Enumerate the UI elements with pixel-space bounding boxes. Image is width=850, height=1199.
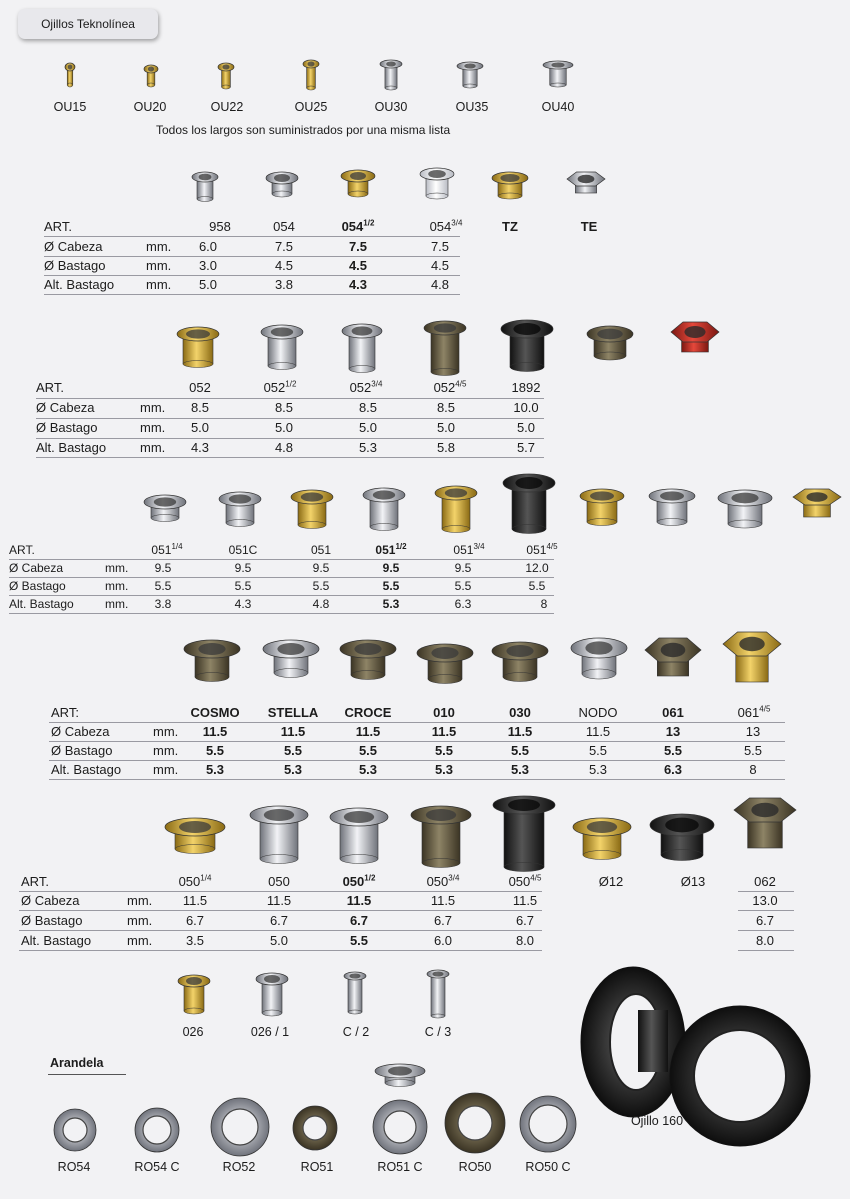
t4-art-061-45: $061^{4/5}$ bbox=[737, 704, 771, 720]
t5-cabeza-mm: mm. bbox=[127, 893, 153, 908]
t5-062-divider-4 bbox=[738, 950, 794, 951]
t3-bastago-mm: mm. bbox=[105, 579, 129, 593]
eyelet-nodo-icon bbox=[571, 638, 627, 679]
t3-cabeza-mm: mm. bbox=[105, 561, 129, 575]
label-ro52: RO52 bbox=[222, 1160, 256, 1174]
t4-bastago-5: 5.5 bbox=[510, 743, 530, 758]
t2-cabeza-label: Ø Cabeza bbox=[36, 400, 95, 415]
t5-alt-3: 5.5 bbox=[349, 933, 369, 948]
t2-bastago-1: 5.0 bbox=[190, 420, 210, 435]
t4-alt-8: 8 bbox=[749, 762, 757, 777]
t5-alt-label: Alt. Bastago bbox=[21, 933, 92, 948]
label-ro54: RO54 bbox=[57, 1160, 91, 1174]
t5-bastago-5: 6.7 bbox=[515, 913, 535, 928]
t3-art-4: $051^{1/2}$ bbox=[375, 542, 407, 557]
t5-bastago-3: 6.7 bbox=[349, 913, 369, 928]
t4-alt-5: 5.3 bbox=[510, 762, 530, 777]
t3-bastago-1: 5.5 bbox=[154, 579, 172, 593]
t4-bastago-label: Ø Bastago bbox=[51, 743, 113, 758]
t3-cabeza-label: Ø Cabeza bbox=[9, 561, 64, 575]
label-c3: C / 3 bbox=[424, 1025, 452, 1039]
t4-alt-1: 5.3 bbox=[205, 762, 225, 777]
t3-alt-1: 3.8 bbox=[154, 597, 172, 611]
eyelet-051-gold-icon bbox=[580, 489, 624, 526]
eyelet-026-1-icon bbox=[256, 973, 288, 1016]
t1-bastago-2: 4.5 bbox=[274, 258, 294, 273]
t3-art-label: ART. bbox=[9, 543, 35, 557]
eyelet-1892-icon bbox=[501, 320, 553, 372]
t3-alt-6: 8 bbox=[540, 597, 548, 611]
t4-bastago-row bbox=[51, 741, 791, 760]
t5-bastago-row bbox=[21, 911, 781, 930]
label-ou22: OU22 bbox=[210, 100, 244, 114]
eyelet-054-34-icon bbox=[420, 168, 454, 199]
t4-bastago-6: 5.5 bbox=[588, 743, 608, 758]
t1-cabeza-label: Ø Cabeza bbox=[44, 239, 103, 254]
t4-cabeza-2: 11.5 bbox=[280, 724, 306, 739]
t3-alt-3: 4.8 bbox=[312, 597, 330, 611]
t2-alt-1: 4.3 bbox=[190, 440, 210, 455]
t5-art-label: ART. bbox=[21, 874, 49, 889]
t1-art-label: ART. bbox=[44, 219, 72, 234]
t1-alt-mm: mm. bbox=[146, 277, 172, 292]
t5-art-2: 050 bbox=[268, 874, 290, 889]
t1-cabeza-1: 6.0 bbox=[198, 239, 218, 254]
t2-art-1: 052 bbox=[189, 380, 211, 395]
t1-cabeza-3: 7.5 bbox=[348, 239, 368, 254]
t4-alt-3: 5.3 bbox=[358, 762, 378, 777]
t4-art-croce: CROCE bbox=[344, 705, 392, 720]
washer-ro51-icon bbox=[293, 1106, 337, 1150]
eyelet-958-icon bbox=[192, 172, 218, 202]
label-ou20: OU20 bbox=[133, 100, 167, 114]
eyelet-050-34-icon bbox=[411, 806, 471, 868]
label-ro51c: RO51 C bbox=[377, 1160, 423, 1174]
t5-art-5: $050^{4/5}$ bbox=[508, 873, 542, 889]
t3-art-row bbox=[9, 541, 569, 560]
ojillo-160-icon bbox=[581, 967, 810, 1146]
t5-cabeza-062: 13.0 bbox=[752, 893, 778, 908]
label-ro54c: RO54 C bbox=[134, 1160, 180, 1174]
t1-art-te: TE bbox=[580, 219, 598, 234]
t4-cabeza-1: 11.5 bbox=[202, 724, 228, 739]
t1-bastago-label: Ø Bastago bbox=[44, 258, 106, 273]
t4-cabeza-mm: mm. bbox=[153, 724, 179, 739]
eyelet-050-14-icon bbox=[165, 818, 225, 854]
t3-bastago-6: 5.5 bbox=[528, 579, 546, 593]
eyelet-ou20-icon bbox=[144, 65, 158, 87]
t4-art-cosmo: COSMO bbox=[190, 705, 240, 720]
t4-cabeza-5: 11.5 bbox=[507, 724, 533, 739]
t5-bastago-062: 6.7 bbox=[755, 913, 775, 928]
t1-alt-row bbox=[44, 275, 464, 294]
t4-art-030: 030 bbox=[509, 705, 531, 720]
eyelet-030-icon bbox=[492, 642, 548, 682]
t1-bastago-mm: mm. bbox=[146, 258, 172, 273]
eyelet-054-12-icon bbox=[341, 170, 375, 197]
t4-alt-4: 5.3 bbox=[434, 762, 454, 777]
t5-art-1: $050^{1/4}$ bbox=[178, 873, 212, 889]
eyelet-051-34-icon bbox=[435, 486, 477, 533]
t2-cabeza-mm: mm. bbox=[140, 400, 166, 415]
t5-art-062: 062 bbox=[754, 874, 776, 889]
t5-cabeza-label: Ø Cabeza bbox=[21, 893, 80, 908]
t2-alt-row bbox=[36, 438, 556, 457]
t2-art-row bbox=[36, 378, 556, 397]
t2-art-3: $052^{3/4}$ bbox=[349, 379, 383, 395]
t4-alt-6: 5.3 bbox=[588, 762, 608, 777]
t5-art-o13: Ø13 bbox=[680, 874, 706, 889]
t2-cabeza-4: 8.5 bbox=[436, 400, 456, 415]
t5-cabeza-1: 11.5 bbox=[182, 893, 208, 908]
t4-cabeza-3: 11.5 bbox=[355, 724, 381, 739]
t2-cabeza-2: 8.5 bbox=[274, 400, 294, 415]
t5-bastago-4: 6.7 bbox=[433, 913, 453, 928]
label-026: 026 bbox=[182, 1025, 204, 1039]
t1-alt-3: 4.3 bbox=[348, 277, 368, 292]
t3-bastago-3: 5.5 bbox=[312, 579, 330, 593]
washer-ro50-icon bbox=[445, 1093, 505, 1153]
t1-cabeza-2: 7.5 bbox=[274, 239, 294, 254]
t4-alt-row bbox=[51, 760, 791, 779]
t3-alt-mm: mm. bbox=[105, 597, 129, 611]
t3-bastago-4: 5.5 bbox=[382, 579, 400, 593]
t4-art-stella: STELLA bbox=[267, 705, 319, 720]
eyelet-051-icon bbox=[291, 490, 333, 529]
t1-alt-2: 3.8 bbox=[274, 277, 294, 292]
eyelet-ou35-icon bbox=[457, 62, 483, 88]
section-tag: Ojillos Teknolínea bbox=[18, 9, 158, 39]
t3-divider-4 bbox=[9, 613, 554, 614]
t5-alt-062: 8.0 bbox=[755, 933, 775, 948]
t5-alt-4: 6.0 bbox=[433, 933, 453, 948]
label-ou15: OU15 bbox=[53, 100, 87, 114]
t3-art-5: $051^{3/4}$ bbox=[453, 542, 485, 557]
eyelet-o12-icon bbox=[573, 818, 631, 860]
washer-ro52-icon bbox=[211, 1098, 269, 1156]
t2-bastago-3: 5.0 bbox=[358, 420, 378, 435]
eyelet-061-icon bbox=[645, 638, 701, 676]
t5-art-o12: Ø12 bbox=[598, 874, 624, 889]
t5-cabeza-4: 11.5 bbox=[430, 893, 456, 908]
t1-cabeza-mm: mm. bbox=[146, 239, 172, 254]
t2-alt-3: 5.3 bbox=[358, 440, 378, 455]
washer-ro54-icon bbox=[54, 1109, 96, 1151]
t2-alt-2: 4.8 bbox=[274, 440, 294, 455]
eyelet-052-34-icon bbox=[342, 324, 382, 373]
eyelet-ou40-icon bbox=[543, 61, 573, 87]
t2-art-2: $052^{1/2}$ bbox=[263, 379, 297, 395]
t4-bastago-8: 5.5 bbox=[743, 743, 763, 758]
label-ou40: OU40 bbox=[541, 100, 575, 114]
eyelet-051-silver-icon bbox=[649, 489, 695, 526]
t4-art-row bbox=[51, 703, 791, 722]
eyelet-061-45-icon bbox=[723, 632, 781, 682]
t1-bastago-row bbox=[44, 256, 464, 275]
t1-art-tz: TZ bbox=[502, 219, 518, 234]
t1-alt-label: Alt. Bastago bbox=[44, 277, 115, 292]
t2-alt-label: Alt. Bastago bbox=[36, 440, 107, 455]
arandela-title: Arandela bbox=[50, 1056, 104, 1070]
t2-alt-4: 5.8 bbox=[436, 440, 456, 455]
t3-art-6: $051^{4/5}$ bbox=[526, 542, 558, 557]
eyelet-te-icon bbox=[567, 172, 605, 193]
t1-art-row bbox=[44, 217, 598, 236]
t4-cabeza-6: 11.5 bbox=[585, 724, 611, 739]
t3-alt-2: 4.3 bbox=[234, 597, 252, 611]
t1-alt-4: 4.8 bbox=[430, 277, 450, 292]
label-ou35: OU35 bbox=[455, 100, 489, 114]
t2-alt-mm: mm. bbox=[140, 440, 166, 455]
arandela-underline bbox=[48, 1074, 126, 1075]
eyelet-052-icon bbox=[177, 327, 219, 368]
eyelet-050-45-icon bbox=[493, 796, 555, 872]
eyelet-croce-icon bbox=[340, 640, 396, 680]
eyelet-051-wide-icon bbox=[718, 490, 772, 528]
t2-cabeza-row bbox=[36, 398, 556, 417]
eyelet-054-icon bbox=[266, 172, 298, 197]
t1-art-054-34: $054^{3/4}$ bbox=[429, 218, 463, 234]
eyelet-c2-icon bbox=[344, 972, 366, 1014]
t4-bastago-4: 5.5 bbox=[434, 743, 454, 758]
t5-art-4: $050^{3/4}$ bbox=[426, 873, 460, 889]
t4-art-nodo: NODO bbox=[578, 705, 618, 720]
t1-alt-1: 5.0 bbox=[198, 277, 218, 292]
t3-bastago-2: 5.5 bbox=[234, 579, 252, 593]
t2-divider-4 bbox=[36, 457, 544, 458]
t5-bastago-1: 6.7 bbox=[185, 913, 205, 928]
eyelet-026-icon bbox=[178, 975, 210, 1014]
t3-bastago-row bbox=[9, 577, 569, 596]
t1-art-054-12: $054^{1/2}$ bbox=[341, 218, 375, 234]
eyelet-knurl-icon bbox=[587, 326, 633, 360]
t1-bastago-4: 4.5 bbox=[430, 258, 450, 273]
t3-alt-4: 5.3 bbox=[382, 597, 400, 611]
eyelet-ou25-icon bbox=[303, 60, 319, 90]
t1-art-958: 958 bbox=[209, 219, 231, 234]
t4-cabeza-label: Ø Cabeza bbox=[51, 724, 110, 739]
eyelet-cosmo-icon bbox=[184, 640, 240, 682]
washer-ro50c-icon bbox=[520, 1096, 576, 1152]
label-c2: C / 2 bbox=[342, 1025, 370, 1039]
washer-ro51c-top-icon bbox=[375, 1064, 425, 1087]
t1-bastago-3: 4.5 bbox=[348, 258, 368, 273]
t5-bastago-mm: mm. bbox=[127, 913, 153, 928]
t2-bastago-2: 5.0 bbox=[274, 420, 294, 435]
t2-art-5: 1892 bbox=[511, 380, 541, 395]
eyelet-ou30-icon bbox=[380, 60, 402, 90]
t4-divider-4 bbox=[49, 779, 785, 780]
t4-art-061: 061 bbox=[662, 705, 684, 720]
t4-bastago-2: 5.5 bbox=[283, 743, 303, 758]
t5-cabeza-3: 11.5 bbox=[346, 893, 372, 908]
t3-art-1: $051^{1/4}$ bbox=[151, 542, 183, 557]
t2-bastago-mm: mm. bbox=[140, 420, 166, 435]
label-ro51: RO51 bbox=[300, 1160, 334, 1174]
t4-cabeza-8: 13 bbox=[745, 724, 761, 739]
eyelet-red-hex-icon bbox=[671, 322, 719, 352]
t3-cabeza-4: 9.5 bbox=[382, 561, 400, 575]
t5-art-row bbox=[21, 872, 781, 891]
eyelet-051-12-icon bbox=[363, 488, 405, 531]
t3-cabeza-3: 9.5 bbox=[312, 561, 330, 575]
eyelet-052-12-icon bbox=[261, 325, 303, 370]
t1-bastago-1: 3.0 bbox=[198, 258, 218, 273]
t3-cabeza-2: 9.5 bbox=[234, 561, 252, 575]
t5-alt-row bbox=[21, 931, 781, 950]
supply-note: Todos los largos son suministrados por una misma lista bbox=[156, 123, 451, 137]
t2-art-4: $052^{4/5}$ bbox=[433, 379, 467, 395]
t3-cabeza-6: 12.0 bbox=[525, 561, 549, 575]
eyelet-stella-icon bbox=[263, 640, 319, 678]
eyelet-ou22-icon bbox=[218, 63, 234, 89]
eyelet-o13-icon bbox=[650, 814, 714, 861]
label-ojillo-160: Ojillo 160 bbox=[630, 1114, 684, 1128]
t3-cabeza-1: 9.5 bbox=[154, 561, 172, 575]
t3-alt-label: Alt. Bastago bbox=[9, 597, 74, 611]
eyelet-tz-icon bbox=[492, 172, 528, 199]
t4-bastago-1: 5.5 bbox=[205, 743, 225, 758]
eyelet-051c-icon bbox=[219, 492, 261, 527]
label-ro50c: RO50 C bbox=[525, 1160, 571, 1174]
label-ou30: OU30 bbox=[374, 100, 408, 114]
eyelet-ou15-icon bbox=[65, 63, 75, 87]
t3-alt-5: 6.3 bbox=[454, 597, 472, 611]
t4-bastago-3: 5.5 bbox=[358, 743, 378, 758]
t5-art-3: $050^{1/2}$ bbox=[342, 873, 376, 889]
t5-cabeza-2: 11.5 bbox=[266, 893, 292, 908]
t2-bastago-row bbox=[36, 418, 556, 437]
t1-divider-4 bbox=[44, 294, 460, 295]
eyelet-062-icon bbox=[734, 798, 796, 848]
t2-bastago-4: 5.0 bbox=[436, 420, 456, 435]
t3-art-2: 051C bbox=[228, 543, 258, 557]
t5-alt-5: 8.0 bbox=[515, 933, 535, 948]
t3-cabeza-5: 9.5 bbox=[454, 561, 472, 575]
t4-alt-2: 5.3 bbox=[283, 762, 303, 777]
label-ou25: OU25 bbox=[294, 100, 328, 114]
washer-ro54c-icon bbox=[135, 1108, 179, 1152]
t2-bastago-5: 5.0 bbox=[516, 420, 536, 435]
label-026-1: 026 / 1 bbox=[250, 1025, 290, 1039]
t3-bastago-5: 5.5 bbox=[454, 579, 472, 593]
eyelet-050-12-icon bbox=[330, 808, 388, 864]
washer-ro51c-icon bbox=[373, 1100, 427, 1154]
eyelet-c3-icon bbox=[427, 970, 449, 1018]
t4-alt-label: Alt. Bastago bbox=[51, 762, 122, 777]
t5-alt-mm: mm. bbox=[127, 933, 153, 948]
t4-alt-mm: mm. bbox=[153, 762, 179, 777]
t4-cabeza-row bbox=[51, 722, 791, 741]
eyelet-051-45-icon bbox=[503, 474, 555, 534]
t4-art-010: 010 bbox=[433, 705, 455, 720]
t2-art-label: ART. bbox=[36, 380, 64, 395]
eyelet-051-hex-icon bbox=[793, 489, 841, 517]
eyelet-051-14-icon bbox=[144, 495, 186, 522]
eyelet-052-45-icon bbox=[424, 321, 466, 376]
t2-cabeza-1: 8.5 bbox=[190, 400, 210, 415]
t3-cabeza-row bbox=[9, 559, 569, 578]
t2-alt-5: 5.7 bbox=[516, 440, 536, 455]
t5-bastago-label: Ø Bastago bbox=[21, 913, 83, 928]
t5-cabeza-row bbox=[21, 891, 781, 910]
t4-cabeza-7: 13 bbox=[665, 724, 681, 739]
t4-alt-7: 6.3 bbox=[663, 762, 683, 777]
t5-divider-4 bbox=[19, 950, 542, 951]
t3-alt-row bbox=[9, 595, 569, 614]
t3-bastago-label: Ø Bastago bbox=[9, 579, 66, 593]
t3-art-3: 051 bbox=[310, 543, 332, 557]
t4-bastago-mm: mm. bbox=[153, 743, 179, 758]
t2-cabeza-5: 10.0 bbox=[513, 400, 539, 415]
eyelet-010-icon bbox=[417, 644, 473, 684]
t4-bastago-7: 5.5 bbox=[663, 743, 683, 758]
t4-art-label: ART: bbox=[51, 705, 79, 720]
t1-cabeza-row bbox=[44, 237, 464, 256]
t2-bastago-label: Ø Bastago bbox=[36, 420, 98, 435]
t5-cabeza-5: 11.5 bbox=[512, 893, 538, 908]
t4-cabeza-4: 11.5 bbox=[431, 724, 457, 739]
eyelet-050-icon bbox=[250, 806, 308, 864]
label-ro50: RO50 bbox=[458, 1160, 492, 1174]
t5-bastago-2: 6.7 bbox=[269, 913, 289, 928]
t1-art-054: 054 bbox=[273, 219, 295, 234]
t2-cabeza-3: 8.5 bbox=[358, 400, 378, 415]
t5-alt-1: 3.5 bbox=[185, 933, 205, 948]
t1-cabeza-4: 7.5 bbox=[430, 239, 450, 254]
t5-alt-2: 5.0 bbox=[269, 933, 289, 948]
